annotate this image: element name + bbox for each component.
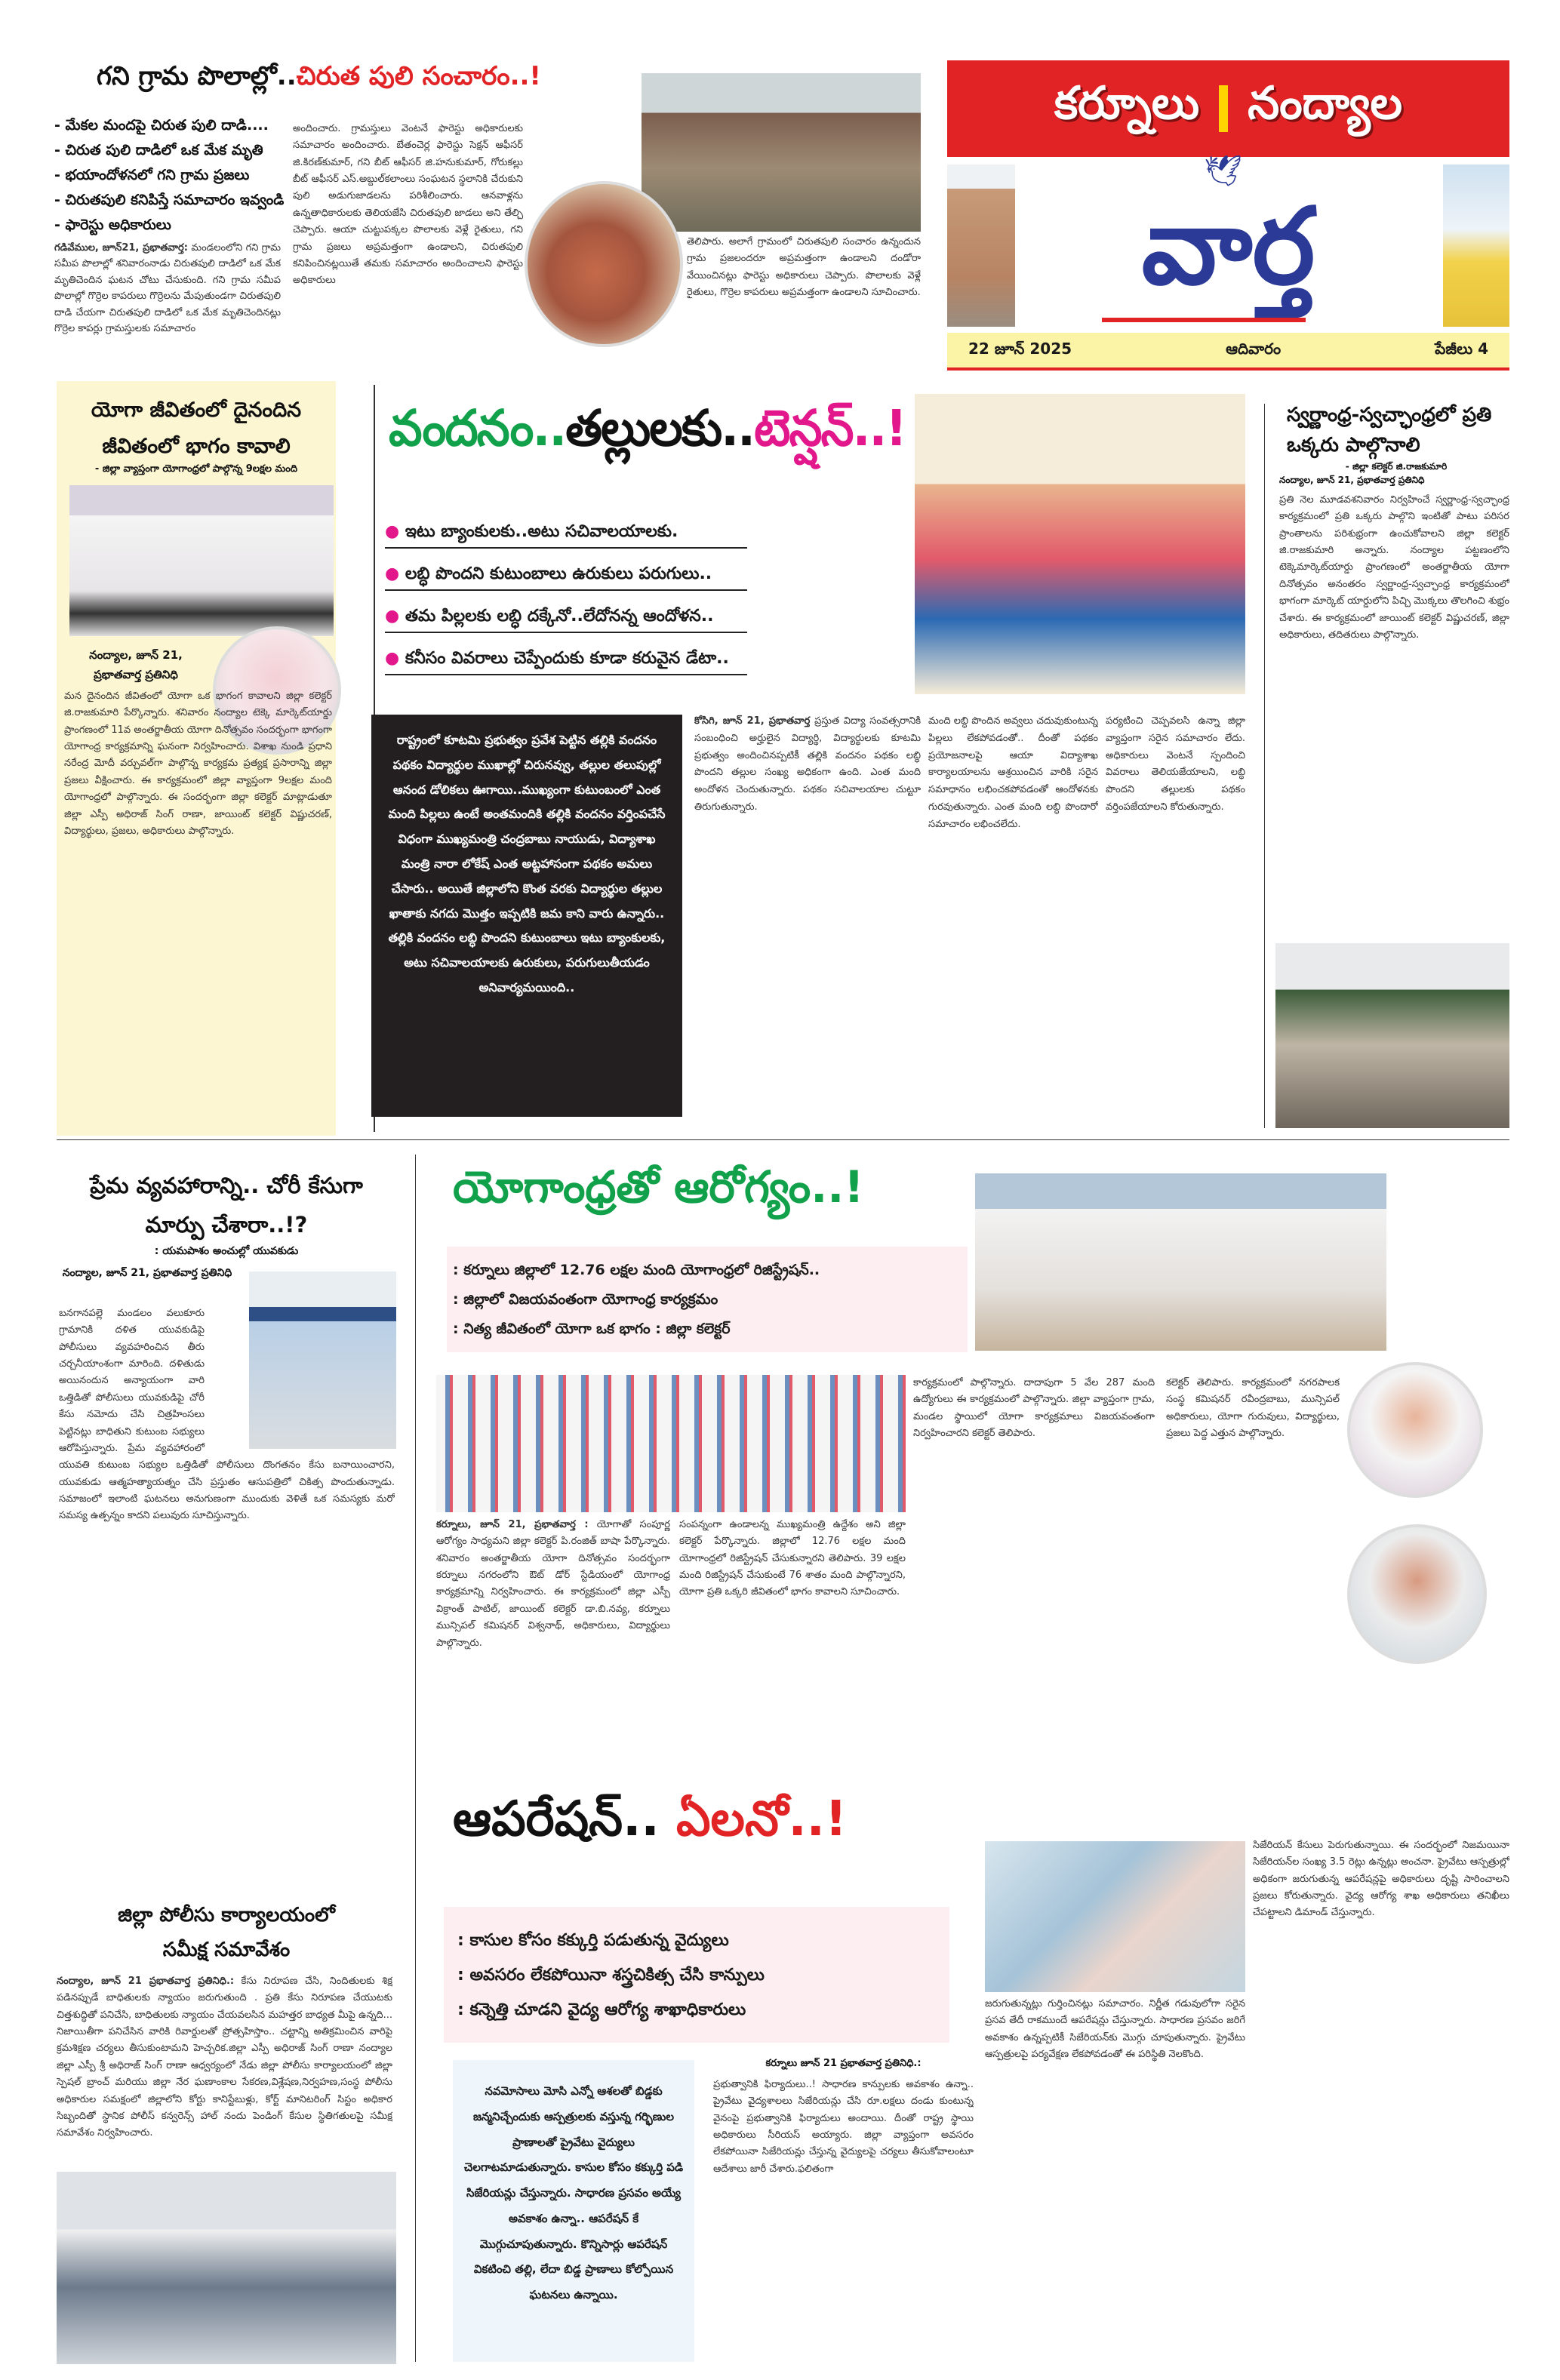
yoga-crowd-photo: [436, 1375, 906, 1512]
yoga-instructor-photo: [1347, 1362, 1483, 1498]
operation-col1: [713, 2077, 974, 2363]
surgery-photo: [985, 1841, 1245, 1992]
dateline: కర్నూలు, జూన్ 21, ప్రభాతవార్త :: [436, 1519, 589, 1530]
vandanam-col3: [1106, 713, 1245, 1121]
column-divider: [415, 1155, 416, 2362]
body-text: ప్రస్తుత విద్యా సంవత్సరానికి సంబంధించి అర్హులైన విద్యార్థి, విద్యార్థులకు కూటమి ప్రభుత్వం అందించినప్పటికీ తల్లికి వందనం పథకం లబ్ధి పొందని తల్లుల సంఖ్య అధికంగా ఉంది. ఎంత మంది అందోళన చెందుతున్నారు. పథకం సచివాలయాల చుట్టూ తిరుగుతున్నారు.: [694, 715, 921, 813]
headline-part-magenta: టెన్షన్..!: [754, 399, 906, 457]
edition-band: [947, 60, 1509, 157]
issue-day: ఆదివారం: [1226, 339, 1282, 358]
yoga-side-headline: యోగా జీవితంలో దైనందిన జీవితంలో భాగం కావాలి: [91, 398, 302, 458]
bullet: : కన్నెత్తి చూడని వైద్య ఆరోగ్య శాఖాధికారులు: [457, 2000, 746, 2019]
bullet: : జిల్లాలో విజయవంతంగా యోగాంధ్ర కార్యక్రమం: [453, 1291, 718, 1308]
section-divider: [57, 1139, 1509, 1140]
love-dateline: నంద్యాల, జూన్ 21, ప్రభాతవార్త ప్రతినిధి: [62, 1267, 232, 1279]
police-body: [57, 1973, 392, 2169]
dateline: కోసిగి, జూన్ 21, ప్రభాతవార్త: [694, 715, 811, 727]
fort-image: [947, 165, 1015, 327]
bullet: ● కనీసం వివరాలు చెప్పేందుకు కూడా కరువైన డేటా..: [385, 644, 747, 675]
swarna-sub: - జిల్లా కలెక్టర్ జి.రాజకుమారి: [1345, 461, 1448, 472]
swarna-headline: స్వర్ణాంధ్ర-స్వచ్ఛాంధ్రలో ప్రతి ఒక్కరు పాల్గొనాలి: [1287, 404, 1492, 457]
headline-part-red: ఏలనో..!: [676, 1791, 848, 1847]
officials-lamp-photo: [975, 1173, 1386, 1351]
yogandhra-col3: [913, 1375, 1155, 1705]
operation-bullets: [444, 1907, 949, 2043]
issue-date: 22 జూన్ 2025: [968, 339, 1072, 358]
logo-underline: [1102, 318, 1306, 322]
villagers-photo: [642, 73, 921, 232]
column-divider: [1264, 404, 1265, 1128]
headline-part-red: చిరుత పులి సంచారం..!: [296, 61, 541, 91]
vandanam-headline: [389, 400, 906, 457]
body-text: బనగానపల్లె మండలం వలుకూరు గ్రామానికి దళిత యువకుడిపై పోలీసులు వ్యవహరించిన తీరు చర్చనీయాంశంగా మారింది. దళితుడు అయినందున అన్యాయంగా వారి ఒత్తిడితో పోలీసులు యువకుడిపై చోరీ కేసు నమోదు చేసి చిత్రహింసలు పెట్టినట్లు బాధితుని కుటుంబ సభ్యులు ఆరోపిస్తున్నారు. ప్రేమ వ్యవహారంలో యువతి కుటుంబ సభ్యుల ఒత్తిడితో పోలీసులు దొంగతనం కేసు బనాయించారని, యువకుడు ఆత్మహత్యాయత్నం చేసి ప్రస్తుతం ఆసుపత్రిలో చికిత్స పొందుతున్నాడు. సమాజంలో ఇలాంటి ఘటనలు అనుగుణంగా ముందుకు వెళితే ఒక సమస్యకు మరో సమస్య ఉత్పన్నం కాదని పలువురు సూచిస్తున్నారు.: [59, 1308, 395, 1522]
vandanam-intro-box: [371, 715, 682, 1117]
body-text: ప్రభుత్వానికి ఫిర్యాదులు..! సాధారణ కాన్పులకు అవకాశం ఉన్నా.. ప్రైవేటు వైద్యశాలలు సిజేరియన్లు చేసి రూ.లక్షలు దండు కుంటున్న వైనంపై ప్రభుత్వానికి ఫిర్యాదులు అందాయి. దీంతో రాష్ట్ర స్థాయి అధికారులు సీరియస్ అయ్యారు. జిల్లా వ్యాప్తంగా అవసరం లేకపోయినా సిజేరియన్లు చేస్తున్న వైద్యులపై చర్యలు తీసుకోవాలంటూ ఆదేశాలు జారీ చేశారు.ఫలితంగా: [713, 2079, 974, 2175]
dateline: గడివేముల, జూన్21, ప్రభాతవార్త:: [54, 242, 188, 254]
operation-dateline: కర్నూలు జూన్ 21 ప్రభాతవార్త ప్రతినిధి.:: [765, 2058, 922, 2069]
bullet-text: ఇటు బ్యాంకులకు..అటు సచివాలయాలకు.: [405, 522, 678, 541]
bullet: ● తమ పిల్లలకు లబ్ధి దక్కేనో..లేదోనన్న ఆందోళన..: [385, 601, 747, 633]
yogandhra-headline: యోగాంధ్రతో ఆరోగ్యం..!: [453, 1161, 864, 1213]
dove-icon: 🕊: [1204, 154, 1242, 189]
dateline: నంద్యాల, జూన్ 21 ప్రభాతవార్త ప్రతినిధి.:: [57, 1976, 235, 1987]
photo-spacer: [205, 1305, 395, 1453]
headline-part-green: వందనం..: [389, 399, 566, 457]
body-text: కలెక్టర్ తెలిపారు. కార్యక్రమంలో నగరపాలక సంస్థ కమిషనర్ రవీంద్రబాబు, మున్సిపల్ అధికారులు, యోగా గురువులు, విద్యార్థులు, ప్రజలు పెద్ద ఎత్తున పాల్గొన్నారు.: [1166, 1377, 1340, 1440]
operation-headline: [453, 1792, 847, 1848]
leopard-col1: [54, 240, 281, 346]
bullet: ● ఇటు బ్యాంకులకు..అటు సచివాలయాలకు.: [385, 517, 747, 549]
body-text: జరుగుతున్నట్లు గుర్తించినట్లు సమాచారం. నిర్ణీత గడువులోగా సరైన ప్రసవ తేదీ రాకముందే ఆపరేషన్లు చేస్తున్నారు. సాధారణ ప్రసవం జరిగే అవకాశం ఉన్నప్పటికీ సిజేరియన్‌కు మొగ్గు చూపుతున్నారు. ప్రైవేటు ఆస్పత్రులపై పర్యవేక్షణ లేకపోవడంతో ఈ పరిస్థితి నెలకొంది.: [985, 1998, 1245, 2061]
yoga-group-photo: [69, 485, 334, 636]
yoga-side-sub: - జిల్లా వ్యాప్తంగా యోగాంధ్రలో పాల్గొన్న 9లక్షల మంది: [94, 463, 298, 475]
operation-col2: [985, 1996, 1245, 2366]
operation-intro-box: [453, 2060, 694, 2362]
yogandhra-col1: [436, 1517, 670, 1705]
date-bar: [947, 333, 1509, 371]
body-text: మండలంలోని గని గ్రామ సమీప పొలాల్లో శనివారంనాడు చిరుతపులి దాడిలో ఒక మేక మృతిచెందిన ఘటన చోటు చేసుకుంది. గని గ్రామ సమీప పొలాల్లో గొర్రెల కాపరులు గొర్రెలను మేపుతుండగా చిరుతపులి దాడి చేయగా చిరుతపులి దాడిలో ఒక మేక మృతిచెందినట్లు గొర్రెల కాపర్లు గ్రామస్తులకు సమాచారం: [54, 242, 281, 335]
leopard-col3: [687, 234, 921, 347]
love-headline: ప్రేమ వ్యవహారాన్ని.. చోరీ కేసుగా మార్పు చేశారా..!?: [90, 1173, 363, 1238]
swarna-body: [1279, 492, 1509, 937]
body-text: మన దైనందిన జీవితంలో యోగా ఒక భాగంగ కావాలని జిల్లా కలెక్టర్ జి.రాజకుమారి పేర్కొన్నారు. శనివారం నంద్యాల టెక్కె మార్కెట్‌యార్డు ప్రాంగణంలో 11వ అంతర్జాతీయ యోగా దినోత్సవం సందర్భంగా భాగంగా యోగాంధ్ర కార్యక్రమాన్ని ఘనంగా నిర్వహించారు. విశాఖ నుండి ప్రధాని నరేంద్ర మోదీ వర్చువల్‌గా పాల్గొన్న కార్యక్రమ ప్రత్యక్ష ప్రసారాన్ని జిల్లా ప్రజలు వీక్షించారు. ఈ కార్యక్రమంలో జిల్లా వ్యాప్తంగా 9లక్షల మంది యోగాంధ్రలో పాల్గొన్నారు. ఈ సందర్భంగా జిల్లా కలెక్టర్ మాట్లాడుతూ జిల్లా ఎస్పీ అధిరాజ్ సింగ్ రాణా, జాయింట్ కలెక్టర్ విష్ణుచరణ్, విద్యార్థులు, ప్రజలు, అధికారులు పాల్గొన్నారు.: [64, 690, 332, 837]
body-text: యోగాతో సంపూర్ణ ఆరోగ్యం సాధ్యమని జిల్లా కలెక్టర్ పి.రంజిత్ బాషా పేర్కొన్నారు. శనివారం అంతర్జాతీయ యోగా దినోత్సవం సందర్భంగా కర్నూలు నగరంలోని ఔట్ డోర్ స్టేడియంలో యోగాంధ్ర కార్యక్రమాన్ని నిర్వహించారు. ఈ కార్యక్రమంలో జిల్లా ఎస్పీ విక్రాంత్ పాటిల్, జాయింట్ కలెక్టర్ డా.బి.నవ్య, కర్నూలు మున్సిపల్ కమిషనర్ విశ్వనాథ్, అధికారులు, విద్యార్థులు పాల్గొన్నారు.: [436, 1519, 670, 1649]
vandanam-col2: [928, 713, 1098, 1121]
body-text: సిజేరియన్ కేసులు పెరుగుతున్నాయి. ఈ సందర్భంలో నిజమయినా సిజేరియన్‌ల సంఖ్య 3.5 రెట్లు ఉన్నట్లు అంచనా. ప్రైవేటు ఆస్పత్రుల్లో అధికంగా జరుగుతున్న ఆపరేషన్లపై అధికారులు దృష్టి సారించాలని ప్రజలు కోరుతున్నారు. వైద్య ఆరోగ్య శాఖ అధికారులు తనిఖీలు చేపట్టాలని డిమాండ్ చేస్తున్నారు.: [1253, 1840, 1509, 1919]
body-text: మంది లబ్ధి పొందిన అవ్వలు చదువుకుంటున్న పిల్లలు లేకపోవడంతో.. దీంతో పథకం ప్రయోజనాలపై ఆయా విద్యాశాఖ కార్యాలయాలను ఆశ్రయించిన వారికి సరైన సమాధానం లభించకపోవడంతో ఆందోళనకు గురవుతున్నారు. ఎంత మంది లబ్ధి పొందారో సమాచారం లభించలేదు.: [928, 715, 1098, 830]
love-sub: : యమపాశం అంచుల్లో యువకుడు: [154, 1245, 299, 1257]
headline-part: గని గ్రామ పొలాల్లో..: [97, 61, 297, 91]
bullet-text: లబ్ధి పొందని కుటుంబాలు ఉరుకులు పరుగులు..: [405, 564, 712, 583]
logo-vartha: వార్త: [1141, 186, 1315, 309]
yogandhra-bullets: [447, 1247, 968, 1352]
bullet: : కర్నూలు జిల్లాలో 12.76 లక్షల మంది యోగాంధ్రలో రిజిస్ట్రేషన్..: [453, 1262, 820, 1278]
body-text: తెలిపారు. అలాగే గ్రామంలో చిరుతపులి సంచారం ఉన్నందున గ్రామ ప్రజలందరూ అప్రమత్తంగా ఉండాలని దండోరా వేయించినట్లు ఫారెస్టు అధికారులు చెప్పారు. పొలాలకు వెళ్లే రైతులు, గొర్రెల కాపరులు అప్రమత్తంగా ఉండాలని సూచించారు.: [687, 236, 921, 299]
edition-nandyal: నంద్యాల: [1248, 77, 1403, 130]
bullet-text: కనీసం వివరాలు చెప్పేందుకు కూడా కరువైన డేటా..: [405, 649, 729, 668]
bullet: ● లబ్ధి పొందని కుటుంబాలు ఉరుకులు పరుగులు..: [385, 559, 747, 591]
edition-kurnool: కర్నూలు: [1054, 77, 1200, 130]
dead-goat-photo: [525, 181, 683, 347]
leopard-headline: [97, 62, 541, 91]
body-text: పర్యటించి చెప్పవలసి ఉన్నా జిల్లా వ్యాప్తంగా సరైన సమాచారం లేదు. అధికారులు వెంటనే స్పందించి వివరాలు తెలియజేయాలని, లబ్ధి పొందని తల్లులకు పథకం వర్తింపజేయాలని కోరుతున్నారు.: [1106, 715, 1245, 813]
intro-text: రాష్ట్రంలో కూటమి ప్రభుత్వం ప్రవేశ పెట్టిన తల్లికి వందనం పథకం విద్యార్థుల ముఖాల్లో చిరునవ్వు, తల్లుల తలుపుల్లో ఆనంద డోలికలు ఊగాయి..ముఖ్యంగా కుటుంబంలో ఎంత మంది పిల్లలు ఉంటే అంతమందికి తల్లికి వందనం వర్తింపచేసే విధంగా ముఖ్యమంత్రి చంద్రబాబు నాయుడు, విద్యాశాఖ మంత్రి నారా లోకేష్ ఎంత అట్టహాసంగా పథకం అమలు చేసారు.. అయితే జిల్లాలోని కొంత వరకు విద్యార్థుల తల్లుల ఖాతాకు నగదు మొత్తం ఇప్పటికి జమ కాని వారు ఉన్నారు.. తల్లికి వందనం లబ్ధి పొందని కుటుంబాలు ఇటు బ్యాంకులకు, అటు సచివాలయాలకు ఉరుకులు, పరుగులుతీయడం అనివార్యమయింది..: [388, 733, 666, 995]
police-meeting-photo: [57, 2172, 396, 2364]
operation-col3: [1253, 1837, 1509, 2366]
intro-text: నవమోసాలు మోసి ఎన్నో ఆశలతో బిడ్డకు జన్మనిచ్చేందుకు ఆస్పత్రులకు వస్తున్న గర్భిణుల ప్రాణాలతో ప్రైవేటు వైద్యులు చెలగాటమాడుతున్నారు. కాసుల కోసం కక్కుర్తి పడి సిజేరియన్లు చేస్తున్నారు. సాధారణ ప్రసవం అయ్యే అవకాశం ఉన్నా.. ఆపరేషన్ కే మొగ్గుచూపుతున్నారు. కొన్నిసార్లు ఆపరేషన్ వికటించి తల్లి, లేదా బిడ్డ ప్రాణాలు కోల్పోయిన ఘటనలు ఉన్నాయి.: [463, 2084, 684, 2302]
bullet: - ఫారెస్టు అధికారులు: [54, 217, 171, 233]
collector-namaste-photo: [1347, 1524, 1487, 1664]
body-text: సంపన్నంగా ఉండాలన్న ముఖ్యమంత్రి ఉద్దేశం అని జిల్లా కలెక్టర్ పేర్కొన్నారు. జిల్లాలో 12.76 లక్షల మంది యోగాంధ్రలో రిజిస్ట్రేషన్ చేసుకున్నారని తెలిపారు. 39 లక్షల మంది రిజిస్ట్రేషన్ చేసుకుంటే 76 శాతం మంది పాల్గొన్నారని, యోగా ప్రతి ఒక్కరి జీవితంలో భాగం కావాలని సూచించారు.: [679, 1519, 906, 1598]
vandanam-col1: [694, 713, 921, 1121]
bullet: - భయాందోళనలో గని గ్రామ ప్రజలు: [54, 167, 250, 183]
bullet: : కాసుల కోసం కక్కుర్తి పడుతున్న వైద్యులు: [457, 1931, 729, 1950]
nandi-bull-image: [1443, 165, 1509, 327]
yoga-side-dateline: నంద్యాల, జూన్ 21, ప్రభాతవార్త ప్రతినిధి: [89, 648, 183, 681]
bullet: : నిత్య జీవితంలో యోగా ఒక భాగం : జిల్లా కలెక్టర్: [453, 1321, 731, 1337]
bullet: - మేకల మందపై చిరుత పులి దాడి....: [54, 117, 269, 134]
vandanam-bullets: [385, 517, 747, 675]
bullet-text: తమ పిల్లలకు లబ్ధి దక్కేనో..లేదోనన్న ఆందోళన..: [405, 607, 714, 626]
police-headline: జిల్లా పోలీసు కార్యాలయంలో సమీక్ష సమావేశం: [118, 1904, 335, 1961]
page-count: పేజీలు 4: [1435, 339, 1488, 358]
headline-part: ఆపరేషన్..: [453, 1791, 660, 1847]
bullet: - చిరుతపులి కనిపిస్తే సమాచారం ఇవ్వండి: [54, 192, 285, 208]
body-text: అందించారు. గ్రామస్తులు వెంటనే ఫారెస్టు అధికారులకు సమాచారం అందించారు. బేతంచెర్ల ఫారెస్టు సెక్షన్ ఆఫీసర్ జి.కిరణ్‌కుమార్, గని బీట్ ఆఫీసర్ జి.హనుకుమార్, గోరుకల్లు బీట్ ఆఫీసర్ ఎస్.అబ్దుల్‌కలాంలు సంఘటన స్థలానికి చేరుకుని పులి అడుగుజాడలను పరిశీలించారు. ఆనవాళ్లను ఉన్నతాధికారులకు తెలియజేసి చిరుతపులి జాడలు అని తేల్చి చెప్పారు. ఆయా చుట్టుపక్కల పొలాలకు వెళ్లే రైతులు, గని గ్రామ ప్రజలు అప్రమత్తంగా ఉండాలని, చిరుతపులి కనిపించినట్లయితే తమకు సమాచారం అందించాలని ఫారెస్టు అధికారులు: [293, 123, 523, 287]
love-body: [59, 1305, 395, 1849]
logo-area: [947, 154, 1509, 327]
leopard-bullets: [54, 113, 296, 238]
edition-separator: [1219, 85, 1228, 132]
leopard-col2: [293, 121, 523, 347]
masthead: [947, 60, 1509, 374]
bullet: : అవసరం లేకపోయినా శస్త్రచికిత్స చేసి కాన్పులు: [457, 1966, 765, 1985]
body-text: కార్యక్రమంలో పాల్గొన్నారు. దాదాపుగా 5 వేల 287 మంది ఉద్యోగులు ఈ కార్యక్రమంలో పాల్గొన్నారు. జిల్లా వ్యాప్తంగా గ్రామ, మండల స్థాయిలో యోగా కార్యక్రమాలు విజయవంతంగా నిర్వహించారని కలెక్టర్ తెలిపారు.: [913, 1377, 1155, 1440]
yogandhra-col2: [679, 1517, 906, 1705]
body-text: ప్రతి నెల మూడవశనివారం నిర్వహించే స్వర్ణాంధ్ర-స్వచ్ఛాంధ్ర కార్యక్రమంలో ప్రతి ఒక్కరు పాల్గొని ఇంటితో పాటు పరిసర ప్రాంతాలను పరిశుభ్రంగా ఉంచుకోవాలని జిల్లా కలెక్టర్ జి.రాజకుమారి అన్నారు. నంద్యాల పట్టణంలోని టెక్కెమార్కెట్‌యార్డు ప్రాంగణంలో అంతర్జాతీయ యోగా దినోత్సవం అనంతరం స్వర్ణాంధ్ర-స్వచ్ఛాంధ్ర కార్యక్రమంలో భాగంగా మార్కెట్ యార్డులోని పిచ్చి మొక్కలు తొలగించి శుభ్రం చేశారు. ఈ కార్యక్రమంలో జాయింట్ కలెక్టర్ విష్ణుచరణ్, జిల్లా అధికారులు, తదితరులు పాల్గొన్నారు.: [1279, 494, 1509, 641]
bullet: - చిరుత పులి దాడిలో ఒక మేక మృతి: [54, 142, 263, 158]
cleaning-drive-photo: [1275, 943, 1509, 1128]
mother-children-illustration: [915, 394, 1245, 694]
body-text: కేసు నిరూపణ చేసి, నిందితులకు శిక్ష పడినప్పుడే బాధితులకు న్యాయం జరుగుతుంది . ప్రతి కేసు నిరూపణ చేయుటకు చిత్తశుద్ధితో పనిచేసి, బాధితులకు న్యాయం చేయవలసిన మహత్తర బాధ్యత మీపై ఉన్నది... నిజాయితీగా పనిచేసిన వారికి రివార్డులతో ప్రోత్సహిస్తాం.. చట్టాన్ని అతిక్రమించిన వారిపై క్రమశిక్షణ చర్యలు తీసుకుంటామని హెచ్చరిక.జిల్లా ఎస్పీ అధిరాజ్ సింగ్ రాణా నంద్యాల జిల్లా ఎస్పీ శ్రీ అధిరాజ్ సింగ్ రాణా ఆధ్వర్యంలో నేడు జిల్లా పోలీసు కార్యాలయంలో జిల్లా స్పెషల్ బ్రాంచ్ మరియు జిల్లా నేర ఘణాంకాల సేకరణ,విశ్లేషణ,నిర్వహణ,సంస్థ పోలీసు అధికారుల సమక్షంలో జిల్లాలోని కోర్టు కానిస్టేబుళ్లు, కోర్ట్ మానిటరింగ్ సిస్టం అధికార సిబ్బందితో స్థానిక పోలీస్ కన్వరెన్స్ హాల్ నందు పెండింగ్ కేసుల స్థితిగతులపై సమీక్ష సమావేశం నిర్వహించారు.: [57, 1976, 392, 2139]
headline-part: తల్లులకు..: [565, 399, 755, 457]
yoga-side-body: [64, 688, 332, 1130]
swarna-dateline: నంద్యాల, జూన్ 21, ప్రభాతవార్త ప్రతినిధి: [1279, 475, 1425, 485]
yogandhra-col4: [1166, 1375, 1340, 1705]
